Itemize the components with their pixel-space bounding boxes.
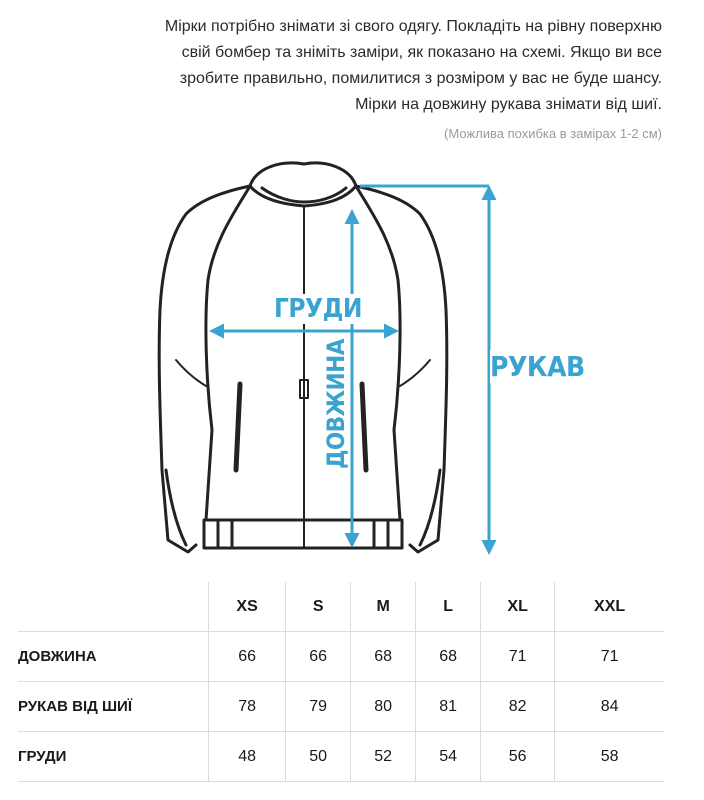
table-cell: 81 xyxy=(416,682,481,732)
table-cell: 78 xyxy=(209,682,286,732)
table-cell: 68 xyxy=(416,632,481,682)
instruction-line: Мірки на довжину рукава знімати від шиї. xyxy=(355,96,662,113)
row-label: ДОВЖИНА xyxy=(18,648,97,665)
size-header: XXL xyxy=(555,582,664,632)
instruction-line: зробите правильно, помилитися з розміром у вас не буде шансу. xyxy=(179,70,662,87)
instruction-line: свій бомбер та зніміть заміри, як показано на схемі. Якщо ви все xyxy=(181,44,662,61)
size-header: L xyxy=(416,582,481,632)
table-cell: 50 xyxy=(286,732,351,782)
chest-label: ГРУДИ xyxy=(270,294,366,324)
table-cell: 56 xyxy=(481,732,555,782)
table-cell: 52 xyxy=(351,732,416,782)
length-label: ДОВЖИНА xyxy=(322,339,350,469)
size-header: XL xyxy=(481,582,555,632)
table-row xyxy=(18,682,664,732)
table-cell: 80 xyxy=(351,682,416,732)
table-cell: 66 xyxy=(286,632,351,682)
table-cell: 71 xyxy=(481,632,555,682)
table-cell: 68 xyxy=(351,632,416,682)
instruction-line: Мірки потрібно знімати зі свого одягу. Покладіть на рівну поверхню xyxy=(164,18,662,35)
size-header: XS xyxy=(209,582,286,632)
sleeve-label: РУКАВ xyxy=(490,350,585,383)
measurement-error-note: (Можлива похибка в замірах 1-2 см) xyxy=(444,126,662,141)
row-label: ГРУДИ xyxy=(18,732,209,782)
size-chart-table xyxy=(18,582,664,782)
table-cell: 66 xyxy=(209,632,286,682)
size-header: S xyxy=(286,582,351,632)
size-header: M xyxy=(351,582,416,632)
table-cell: 82 xyxy=(481,682,555,732)
table-cell: 58 xyxy=(555,732,664,782)
corner-cell xyxy=(18,582,209,632)
table-cell: 54 xyxy=(416,732,481,782)
table-row xyxy=(18,632,664,682)
table-cell: 79 xyxy=(286,682,351,732)
table-cell: 71 xyxy=(555,632,664,682)
table-cell: 84 xyxy=(555,682,664,732)
table-cell: 48 xyxy=(209,732,286,782)
row-label: РУКАВ ВІД ШИЇ xyxy=(18,682,209,732)
size-header-row xyxy=(18,582,664,632)
table-row xyxy=(18,732,664,782)
